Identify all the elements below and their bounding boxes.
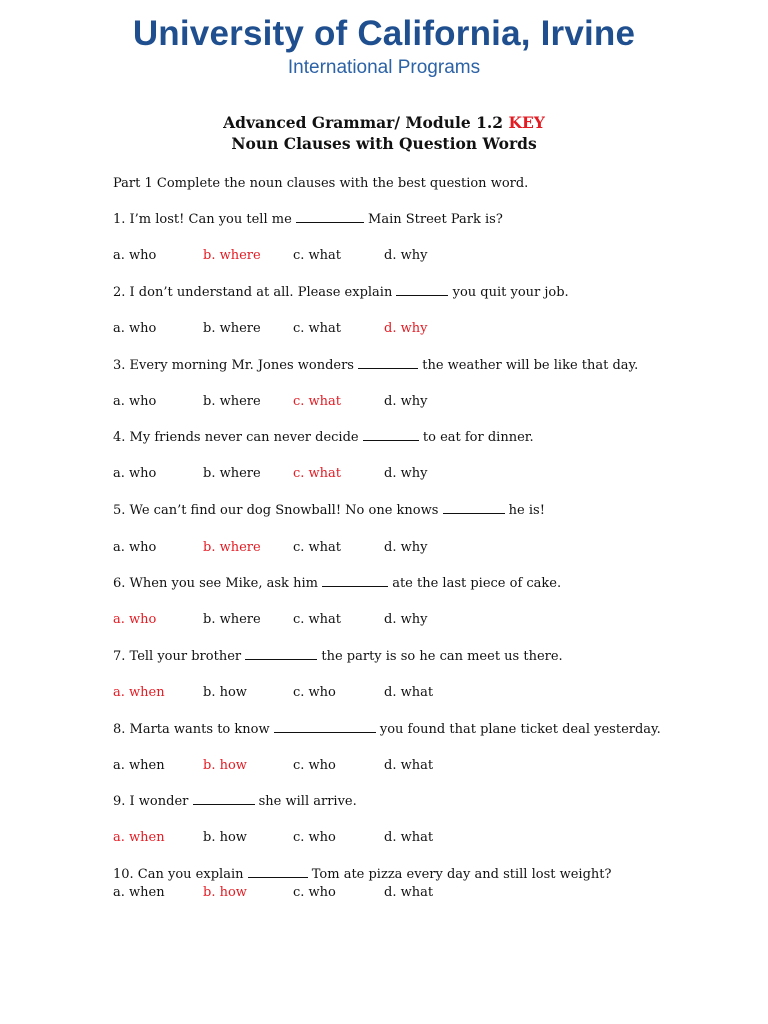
question-text: 3. Every morning Mr. Jones wonders [113,358,359,373]
answer-option: a. when [113,885,165,900]
question-text: 8. Marta wants to know [113,722,274,737]
question-text-end: you found that plane ticket deal yesterday. [375,722,661,737]
correct-answer-option: c. what [293,394,342,409]
question-text-end: he is! [504,503,545,518]
answer-option: c. what [293,540,342,555]
answer-option: b. where [203,321,261,336]
answer-blank [322,576,388,587]
question-text: 4. My friends never can never decide [113,430,363,445]
question-text-end: you quit your job. [448,285,569,300]
answer-blank [363,430,419,441]
answer-option: a. who [113,540,157,555]
question-10 [113,867,611,882]
question-7 [113,649,563,664]
answer-option: d. why [384,612,428,627]
answer-option: c. who [293,685,336,700]
answer-option: c. what [293,321,342,336]
answer-blank [396,285,448,296]
answer-option: d. what [384,758,434,773]
question-3 [113,358,638,373]
key-label: KEY [508,113,545,132]
university-name: University of California, Irvine [132,14,636,53]
answer-option: a. who [113,321,157,336]
question-text: 7. Tell your brother [113,649,246,664]
question-6 [113,576,561,591]
question-text-end: the party is so he can meet us there. [317,649,563,664]
module-title: Advanced Grammar/ Module 1.2 [223,113,504,132]
answer-option: a. who [113,394,157,409]
answer-blank [245,649,317,660]
answer-option: d. why [384,466,428,481]
program-name: International Programs [287,57,481,78]
question-text-end: Main Street Park is? [363,212,503,227]
correct-answer-option: c. what [293,466,342,481]
answer-option: a. who [113,248,157,263]
title-line-1 [0,112,768,133]
answer-blank [443,503,505,514]
answer-option: d. why [384,394,428,409]
answer-option: d. what [384,885,434,900]
correct-answer-option: a. when [113,830,165,845]
title-line-2: Noun Clauses with Question Words [231,134,537,153]
answer-option: c. what [293,248,342,263]
answer-option: b. where [203,394,261,409]
answer-option: d. why [384,248,428,263]
question-2 [113,285,569,300]
answer-option: d. why [384,540,428,555]
answer-option: a. when [113,758,165,773]
correct-answer-option: a. when [113,685,165,700]
answer-blank [358,358,418,369]
correct-answer-option: a. who [113,612,157,627]
answer-blank [274,722,376,733]
question-8 [113,722,661,737]
question-text: 2. I don’t understand at all. Please explain [113,285,397,300]
question-text-end: Tom ate pizza every day and still lost weight? [307,867,612,882]
answer-option: b. how [203,685,247,700]
question-text: 10. Can you explain [113,867,248,882]
correct-answer-option: d. why [384,321,428,336]
answer-option: b. how [203,830,247,845]
question-text: 1. I’m lost! Can you tell me [113,212,296,227]
answer-blank [248,867,308,878]
letterhead [0,12,768,80]
question-text: 9. I wonder [113,794,193,809]
answer-option: a. who [113,466,157,481]
question-text-end: the weather will be like that day. [418,358,639,373]
worksheet-title [0,112,768,154]
answer-option: c. who [293,885,336,900]
correct-answer-option: b. where [203,540,261,555]
answer-blank [193,794,255,805]
answer-option: d. what [384,830,434,845]
question-5 [113,503,545,518]
question-9 [113,794,357,809]
answer-blank [296,212,364,223]
question-text: 6. When you see Mike, ask him [113,576,323,591]
question-text-end: she will arrive. [254,794,357,809]
answer-option: c. what [293,612,342,627]
instructions: Part 1 Complete the noun clauses with the best question word. [113,176,529,191]
correct-answer-option: b. how [203,885,247,900]
question-1 [113,212,503,227]
question-text-end: to eat for dinner. [418,430,534,445]
correct-answer-option: b. where [203,248,261,263]
answer-option: b. where [203,612,261,627]
question-text-end: ate the last piece of cake. [388,576,562,591]
question-4 [113,430,534,445]
answer-option: c. who [293,830,336,845]
answer-option: c. who [293,758,336,773]
answer-option: b. where [203,466,261,481]
question-text: 5. We can’t find our dog Snowball! No one knows [113,503,443,518]
correct-answer-option: b. how [203,758,247,773]
answer-option: d. what [384,685,434,700]
